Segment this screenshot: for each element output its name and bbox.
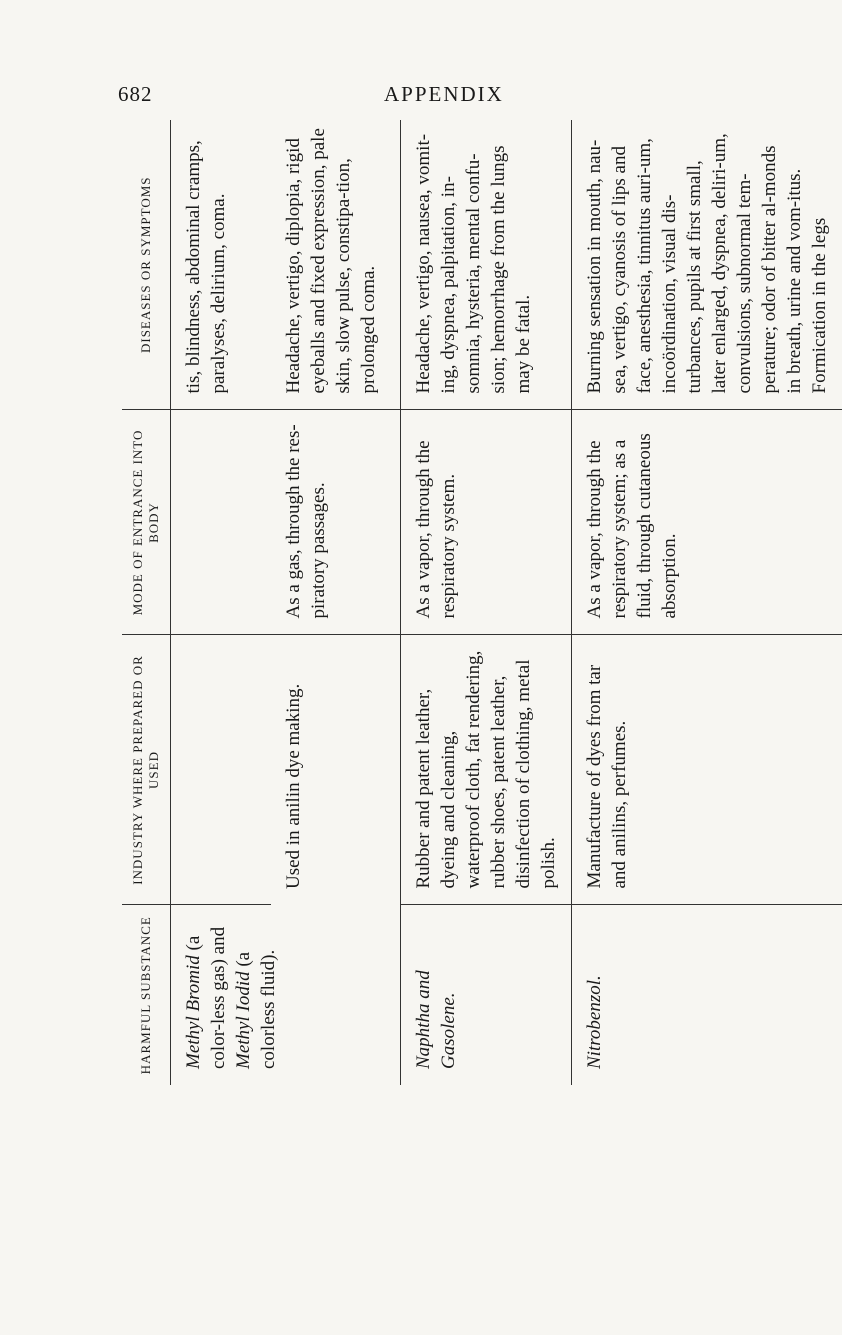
mode-cell: As a vapor, through the respiratory system. [401, 410, 572, 635]
table-row [171, 120, 271, 1085]
substance-cell [171, 905, 401, 1085]
running-title: APPENDIX [384, 82, 504, 106]
substance-cell: Naphtha and Gasolene. [401, 905, 572, 1085]
symptoms-cell: tis, blindness, abdominal cramps, paralyses, delirium, coma. [171, 120, 271, 410]
industry-cell: Used in anilin dye making. [282, 683, 304, 889]
column-header-substance: HARMFUL SUBSTANCE [122, 905, 171, 1085]
column-header-symptoms: DISEASES OR SYMPTOMS [122, 120, 171, 410]
mode-cell [171, 410, 271, 635]
substance-name: Methyl Bromid [183, 955, 204, 1069]
symptoms-cell: Headache, vertigo, nausea, vomit-ing, dyspnea, palpitation, in-somnia, hysteria, mental confu-sion; hemorrhage from the lungs may be fatal. [401, 120, 572, 410]
substance-note: (a color-less gas) and [183, 926, 229, 1069]
mode-cell: As a vapor, through the respiratory system; as a fluid, through cutaneous absorption. [572, 410, 842, 635]
industry-cell: Manufacture of dyes from tar and anilins, perfumes. [572, 635, 842, 905]
table-header-row [122, 120, 171, 1085]
rotated-table-container [122, 120, 830, 1085]
substance-note-2: (a colorless fluid). [233, 949, 279, 1069]
industry-cell: Rubber and patent leather, dyeing and cleaning, waterproof cloth, fat rendering, rubber shoes, patent leather, disinfection of clothing, metal polish. [401, 635, 572, 905]
industry-cell [171, 635, 271, 905]
page-header [0, 82, 800, 112]
harmful-substances-table [122, 120, 842, 1085]
substance-name-2: Methyl Iodid [233, 971, 254, 1069]
column-header-industry: INDUSTRY WHERE PREPARED OR USED [122, 635, 171, 905]
table-row [572, 120, 842, 1085]
symptoms-cell: Burning sensation in mouth, nau-sea, vertigo, cyanosis of lips and face, anesthesia, tinnitus auri-um, incoördination, visual dis-turbances, pupils at first small, later enlarged, dyspnea, deliri-um, convulsions, subnormal tem-perature; odor of bitter al-monds in breath, urine and vom-itus. Formication in the legs [572, 120, 842, 410]
substance-cell: Nitrobenzol. [572, 905, 842, 1085]
mode-cell: As a gas, through the res-piratory passages. [271, 410, 401, 635]
symptoms-cell: Headache, vertigo, diplopia, rigid eyeballs and fixed expression, pale skin, slow pulse, constipa-tion, prolonged coma. [271, 120, 401, 410]
table-row [401, 120, 572, 1085]
page-number: 682 [118, 82, 153, 106]
column-header-mode: MODE OF ENTRANCE INTO BODY [122, 410, 171, 635]
